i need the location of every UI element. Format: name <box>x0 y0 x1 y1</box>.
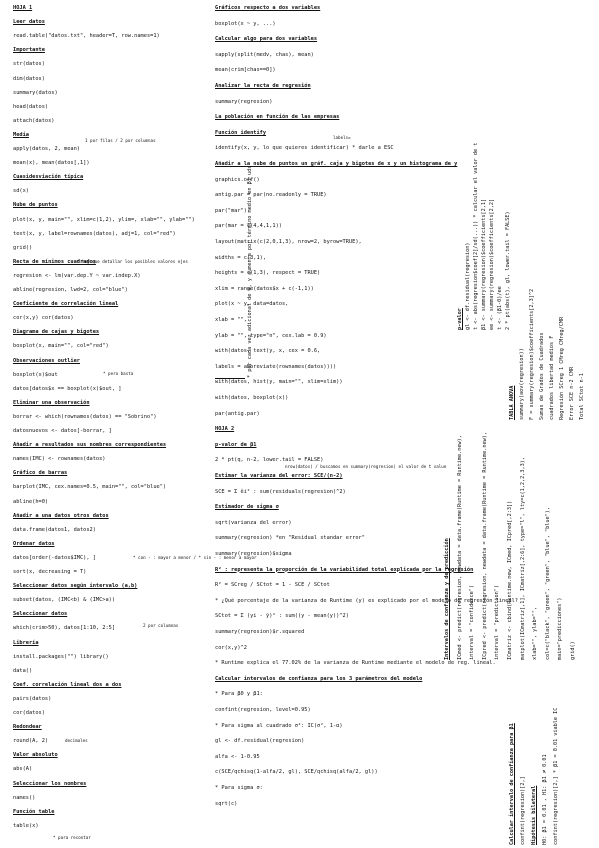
column-anova-rotated <box>510 150 596 420</box>
hoja2-line-29: 2 * pt(q, n-2, lower.tail = FALSE) <box>215 457 324 464</box>
hoja1-line-2: read.table("datos.txt", header=T, row.names=1) <box>13 33 160 40</box>
hoja2-line-46: * Para sigma al cuadrado σ²: IC(σ², 1-α) <box>215 722 343 729</box>
intervals-line-5: ICmatriz <- cbind(Runtime.new, ICmed, ICpred[,2:3]) <box>507 500 513 660</box>
hoja2-line-44: * Para β0 y β1: <box>215 691 263 698</box>
hoja1-line-17: grid() <box>13 244 33 251</box>
hoja1-line-39: datos[order(-datos$IMC), ] <box>13 554 96 561</box>
hoja2-line-32: Estimador de sigma σ <box>215 504 279 511</box>
hoja2-line-22: with(datos, text(y, x, cex = 0.6, <box>215 348 321 355</box>
hoja1-line-30: datosnuevos <- datos[-borrar, ] <box>13 428 112 434</box>
hoja1-line-4: str(datos) <box>13 61 45 68</box>
hoja2-line-50: * Para sigma σ: <box>215 785 263 791</box>
annotation-note-8: nrow(datos) / buscamos en summary(regresion) el valor de t value <box>285 464 447 469</box>
hoja1-line-3: Importante <box>13 47 45 54</box>
pvalor-line-2: t <- abs(regresion$coef[2]/sd(...)) * calcular el valor de t <box>473 142 479 330</box>
annotation-note-5: decimales <box>65 738 88 743</box>
hoja2-line-34: summary(regresion) *en "Residual standar error" <box>215 535 365 542</box>
intervals-line-4: interval = "prediction") <box>494 585 501 660</box>
anova-line-2: F = summary(regresion)$coefficients[2,3]^2 <box>529 288 535 420</box>
hoja1-line-48: Coef. correlación lineal dos a dos <box>13 681 122 688</box>
hoja1-line-19: regresion <- lm(var.dep.Y ~ var.indep.X) <box>13 272 141 279</box>
hoja2-line-14: par(mar = c(4,4,1,1)) <box>215 223 282 230</box>
hoja2-line-51: sqrt(c) <box>215 800 238 807</box>
hoja1-line-55: Seleccionar los nombres <box>13 780 87 787</box>
hoja1-line-44: which(crim>50), datos[1:10, 2:5] <box>13 625 116 632</box>
hoja2-line-18: xlim = range(datos$x + c(-1,1)) <box>215 285 314 292</box>
annotation-note-0: 1 por filas / 2 por columnas <box>85 138 156 143</box>
hoja1-line-28: Eliminar una observación <box>13 399 90 406</box>
hoja1-line-36: Añadir a una datos otros datos <box>13 512 109 519</box>
hoja2-line-35: summary(regresion)$sigma <box>215 551 292 557</box>
intervals-line-1: ICmed <- predict(regresion, newdata = data.frame(Runtime = Runtime.new), <box>456 435 463 660</box>
hoja1-line-16: text(x, y, label=rownames(datos), adj=1, col="red") <box>13 230 176 237</box>
hoja1-line-52: round(A, 2) <box>13 738 49 745</box>
hoja2-line-10: Añadir a la nube de puntos un gráf. caja y bigotes de x y un histograma de y <box>215 161 458 167</box>
anova-line-4: cuadrados libertad medios F <box>549 335 555 420</box>
hoja2-line-6: summary(regresion) <box>215 98 273 105</box>
confint-line-4: confint(regresion)[2,] * β1 = 0.01 viable IC <box>553 707 559 845</box>
intervals-line-6: matplot(ICmatriz[,1], ICmatriz[,2:6], type="l", lty=c(1,2,2,3,3), <box>519 456 526 660</box>
hoja2-line-5: Analizar la recta de regresión <box>215 83 311 89</box>
hoja2-line-16: widths = c(3,1), <box>215 254 267 261</box>
hoja2-line-13: par("mar") <box>215 207 247 214</box>
hoja2-line-33: sqrt(varianza del error) <box>215 519 292 526</box>
hoja1-line-20: abline(regresion, lwd=2, col="blue") <box>13 287 128 293</box>
hoja1-line-25: Observaciones outlier <box>13 357 80 364</box>
hoja1-line-11: mean(x), mean(datos[,1]) <box>13 160 90 167</box>
confint-line-0: Calcular intervalo de confianza para β1 <box>509 723 515 845</box>
hoja1-line-51: Redondear <box>13 724 42 731</box>
anova-line-5: Regresión SCreg 1 CMreg CMreg/CMR <box>559 316 565 420</box>
hoja1-line-1: Leer datos <box>13 19 45 26</box>
hoja1-line-38: Ordenar datos <box>13 540 55 547</box>
annotation-note-4: 2 por columnas <box>143 623 179 628</box>
hoja1-line-41: Seleccionar datos según intervalo (a,b) <box>13 583 138 590</box>
hoja1-line-13: sd(x) <box>13 188 29 195</box>
hoja1-line-21: Coeficiente de correlación lineal <box>13 301 119 308</box>
intervals-line-3: ICpred <- predict(regresion, newdata = data.frame(Runtime = Runtime.new), <box>481 432 488 660</box>
hoja2-divider <box>215 378 245 379</box>
hoja1-line-10: apply(datos, 2, mean) <box>13 146 80 152</box>
anova-line-3: Sumas de Grados de Cuadrados <box>539 332 545 420</box>
hoja2-line-37: R² = SCreg / SCtot = 1 - SCE / SCtot <box>215 582 330 589</box>
hoja1-line-15: plot(x, y, main="", xlim=c(1,2), ylim=, xlab="", ylab="") <box>13 216 195 223</box>
confint-line-2: Hipótesis bilateral <box>531 785 537 845</box>
intervals-line-10: grid() <box>570 641 576 660</box>
hoja1-line-40: sort(x, decreasing = T) <box>13 569 87 575</box>
hoja1-line-58: table(x) <box>13 822 39 829</box>
anova-line-1: summary(aov(regresion)) <box>519 348 525 420</box>
intervals-line-2: interval = "confidence") <box>469 585 476 660</box>
pvalor-line-6: 2 * pt(abs(t), gl, lower.tail = FALSE) <box>505 211 511 330</box>
hoja1-line-43: Seleccionar datos <box>13 611 68 618</box>
side-note-text: * por cada vez adicional de x, y aumenta por término medio en β1 uds <box>247 165 253 378</box>
column-confint-rotated <box>510 645 590 845</box>
anova-line-7: Total SCtot n-1 <box>579 373 585 420</box>
hoja1-line-50: cor(datos) <box>13 710 45 716</box>
hoja2-line-49: c(SCE/qchisq(1-alfa/2, gl), SCE/qchisq(alfa/2, gl)) <box>215 769 378 776</box>
hoja1-line-29: borrar <- which(rownames(datos) == "Sobrino") <box>13 413 157 420</box>
hoja1-line-7: head(datos) <box>13 103 49 110</box>
hoja2-line-38: * ¿Qué porcentaje de la varianza de Runtime (y) es explicado por el modelo de regresión lineal? <box>215 597 518 604</box>
anova-line-6: Error SCE n-2 CMR <box>569 366 575 420</box>
pvalor-line-0: p-valor <box>457 308 463 330</box>
hoja2-line-47: gl <- df.residual(regresion) <box>215 738 305 745</box>
hoja1-line-5: dim(datos) <box>13 75 45 82</box>
annotation-note-2: * pero basta <box>103 371 134 376</box>
hoja2-line-7: La población en función de las empresas <box>215 114 340 121</box>
annotation-note-6: * para recontar <box>53 835 91 840</box>
hoja2-line-11: graphics.off() <box>215 176 260 183</box>
hoja2-line-17: heights = c(1,3), respect = TRUE) <box>215 270 321 277</box>
hoja2-line-1: boxplot(x ~ y, ...) <box>215 20 276 27</box>
hoja2-line-24: with(datos, hist(y, main="", xlim=xlim)) <box>215 379 343 386</box>
annotation-note-7: labels= <box>333 135 351 140</box>
hoja2-line-39: SCtot = Σ (yi - ȳ)² : sum((y - mean(y))^2) <box>215 613 349 620</box>
hoja1-line-54: abs(A) <box>13 766 33 773</box>
hoja2-line-42: * Runtime explica el 77.02% de la varianza de Runtime mediante el modelo de reg. lineal. <box>215 660 496 667</box>
hoja1-line-47: data() <box>13 667 33 674</box>
hoja2-line-27: HOJA 2 <box>215 426 235 433</box>
hoja2-line-4: mean(crim[chas==0]) <box>215 67 276 74</box>
hoja1-line-45: Librería <box>13 639 39 646</box>
pvalor-line-3: β1 <- summary(regresion)$coefficients[2,1] <box>481 198 487 330</box>
hoja2-line-25: with(datos, boxplot(x)) <box>215 395 289 401</box>
column-intervals-rotated <box>445 400 585 660</box>
hoja2-line-30: Estimar la varianza del error: SCE/(n-2) <box>215 473 343 479</box>
hoja1-line-27: datos[datos$x == boxplot(x)$out, ] <box>13 385 122 392</box>
hoja1-line-12: Cuasidesviación típica <box>13 174 84 181</box>
hoja2-line-41: cor(x,y)^2 <box>215 644 247 651</box>
hoja1-line-26: boxplot(x)$out <box>13 371 58 378</box>
hoja2-line-43: Calcular intervalos de confianza para los 3 parámetros del modelo <box>215 675 423 682</box>
hoja1-line-57: Función table <box>13 808 55 815</box>
hoja2-line-28: p-valor de β1 <box>215 441 257 448</box>
hoja1-line-23: Diagrama de cajas y bigotes <box>13 329 100 336</box>
hoja1-line-49: pairs(datos) <box>13 695 52 702</box>
hoja1-line-34: barplot(IMC, cex.names=0.5, main="", col="blue") <box>13 484 167 491</box>
intervals-line-9: main="predicciones") <box>557 597 564 660</box>
intervals-line-8: col=c("black", "green", "green", "blue", "blue"), <box>544 506 551 660</box>
hoja1-line-6: summary(datos) <box>13 89 58 96</box>
intervals-line-7: xlab="", ylab="", <box>532 606 539 660</box>
hoja2-line-36: R² : representa la proporción de la variabilidad total explicada por la regresión <box>215 566 474 573</box>
hoja1-line-18: Recta de mínimos cuadrados <box>13 258 96 265</box>
hoja1-line-46: install.packages("") library() <box>13 653 109 660</box>
hoja2-line-8: Función identify <box>215 129 267 136</box>
hoja2-line-3: sapply(split(medv, chas), mean) <box>215 51 314 58</box>
hoja1-line-14: Nube de puntos <box>13 202 58 209</box>
hoja2-line-48: alfa <- 1-0.95 <box>215 753 260 760</box>
hoja1-line-22: cor(x,y) cor(datos) <box>13 315 74 322</box>
hoja1-line-56: names() <box>13 794 36 801</box>
hoja1-line-35: abline(h=0) <box>13 498 49 505</box>
hoja2-line-40: summary(regresion)$r.squared <box>215 629 305 635</box>
hoja1-line-33: Gráfico de barras <box>13 470 68 477</box>
hoja2-line-26: par(antig.par) <box>215 410 260 417</box>
confint-line-1: confint(regresion)[2,] <box>520 776 526 845</box>
column-pvalor-rotated <box>458 10 518 330</box>
hoja2-line-20: xlab = "", <box>215 317 247 323</box>
hoja1-line-32: names(IMC) <- rownames(datos) <box>13 456 106 463</box>
hoja2-line-9: identify(x, y, lo que quieres identificar) * darle a ESC <box>215 145 394 152</box>
intervals-line-0: Intervalos de confianza y de predicción <box>444 538 450 660</box>
pvalor-line-4: ee <- summary(regresion)$coefficients[2,2] <box>489 198 495 330</box>
hoja1-line-31: Añadir a resultados sus nombres correspondientes <box>13 442 167 449</box>
hoja1-line-24: boxplot(x, main="", col="red") <box>13 343 109 350</box>
pvalor-line-1: gl <- df.residual(regresion) <box>465 242 471 330</box>
hoja1-line-53: Valor absoluto <box>13 752 58 759</box>
hoja1-line-8: attach(datos) <box>13 117 55 124</box>
hoja1-line-42: subset(datos, (IMC<b) & (IMC>a)) <box>13 597 116 604</box>
hoja2-line-21: ylab = "", type="n", cex.lab = 0.9) <box>215 332 327 339</box>
hoja2-line-23: labels = abbreviate(rownames(datos)))) <box>215 363 337 370</box>
hoja2-line-19: plot(x ~ y, data=datos, <box>215 301 289 308</box>
anova-line-0: TABLA ANOVA <box>509 385 515 420</box>
hoja1-line-9: Media <box>13 131 29 138</box>
hoja2-line-45: confint(regresion, level=0.95) <box>215 707 311 713</box>
confint-line-3: H0: β1 = 0.01 , H1: β1 ≠ 0.01 <box>542 754 548 845</box>
hoja2-line-2: Calcular algo para dos variables <box>215 36 318 43</box>
hoja2-line-15: layout(matrix(c(2,0,1,3), nrow=2, byrow=TRUE), <box>215 239 362 245</box>
pvalor-line-5: t <- (β1-0)/ee <box>497 286 503 330</box>
hoja2-line-12: antig.par = par(no.readonly = TRUE) <box>215 192 327 199</box>
hoja2-line-31: SCE = Σ êi² : sum(residuals(regresion)^2) <box>215 488 346 495</box>
hoja1-line-0: HOJA 1 <box>13 5 33 11</box>
hoja1-line-37: data.frame(datos1, datos2) <box>13 526 96 533</box>
annotation-note-3: * con - : mayor a menor / * sin - : menor a mayor <box>133 555 257 560</box>
annotation-note-1: * hay que detallar los posibles valores ejes <box>77 259 188 264</box>
hoja2-line-0: Gráficos respecto a dos variables <box>215 5 321 11</box>
